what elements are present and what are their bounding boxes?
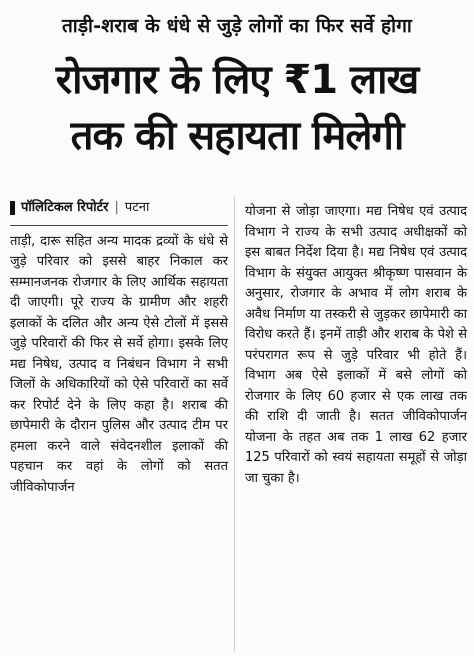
headline-line-1: रोजगार के लिए ₹1 लाख [55,57,419,103]
left-column [10,198,228,498]
byline-author: पॉलिटिकल रिपोर्टर [21,200,109,215]
headline-line-2: तक की सहायता मिलेगी [70,113,404,159]
left-column-text: ताड़ी, दारू सहित अन्य मादक द्रव्यों के धंधे से जुड़े परिवार को इससे बाहर निकाल कर सम्मानजनक रोजगार के लिए आर्थिक सहायता दी जाएगी। पूरे राज्य के ग्रामीण और शहरी इलाकों के दलित और अन्य ऐसे टोलों में इससे जुड़े परिवारों की फिर से सर्वे होगा। इसके लिए मद्य निषेध, उत्पाद व निबंधन विभाग ने सभी जिलों के अधिकारियों को ऐसे परिवारों का सर्वे कर रिपोर्ट देने के लिए कहा है। शराब की छापेमारी के दौरान पुलिस और उत्पाद टीम पर हमला करने वाले संवेदनशील इलाकों की पहचान कर वहां के लोगों को सतत जीविकोपार्जन [10,233,228,495]
column-divider [234,196,235,652]
byline-separator: | [114,200,119,215]
right-column-text: योजना से जोड़ा जाएगा। मद्य निषेध एवं उत्पाद विभाग ने राज्य के सभी उत्पाद अधीक्षकों को इस बाबत निर्देश दिया है। मद्य निषेध एवं उत्पाद विभाग के संयुक्त आयुक्त श्रीकृष्ण पासवान के अनुसार, रोजगार के अभाव में लोग शराब के अवैध निर्माण या तस्करी से जुड़कर छापेमारी का विरोध करते हैं। इनमें ताड़ी और शराब के पेशे से परंपरागत रूप से जुड़े परिवार भी होते हैं। विभाग अब ऐसे इलाकों में बसे लोगों को रोजगार के लिए 60 हजार से एक लाख तक की राशि दी जाती है। सतत जीविकोपार्जन योजना के तहत अब तक 1 लाख 62 हजार 125 परिवारों को स्वयं सहायता समूहों से जोड़ा जा चुका है। [245,204,467,486]
article-headline [0,52,474,164]
byline-city: पटना [124,200,150,215]
right-column [245,202,467,489]
article-kicker: ताड़ी-शराब के धंधे से जुड़े लोगों का फिर सर्वे होगा [61,15,413,37]
byline-marker [10,201,15,215]
byline [10,198,228,226]
